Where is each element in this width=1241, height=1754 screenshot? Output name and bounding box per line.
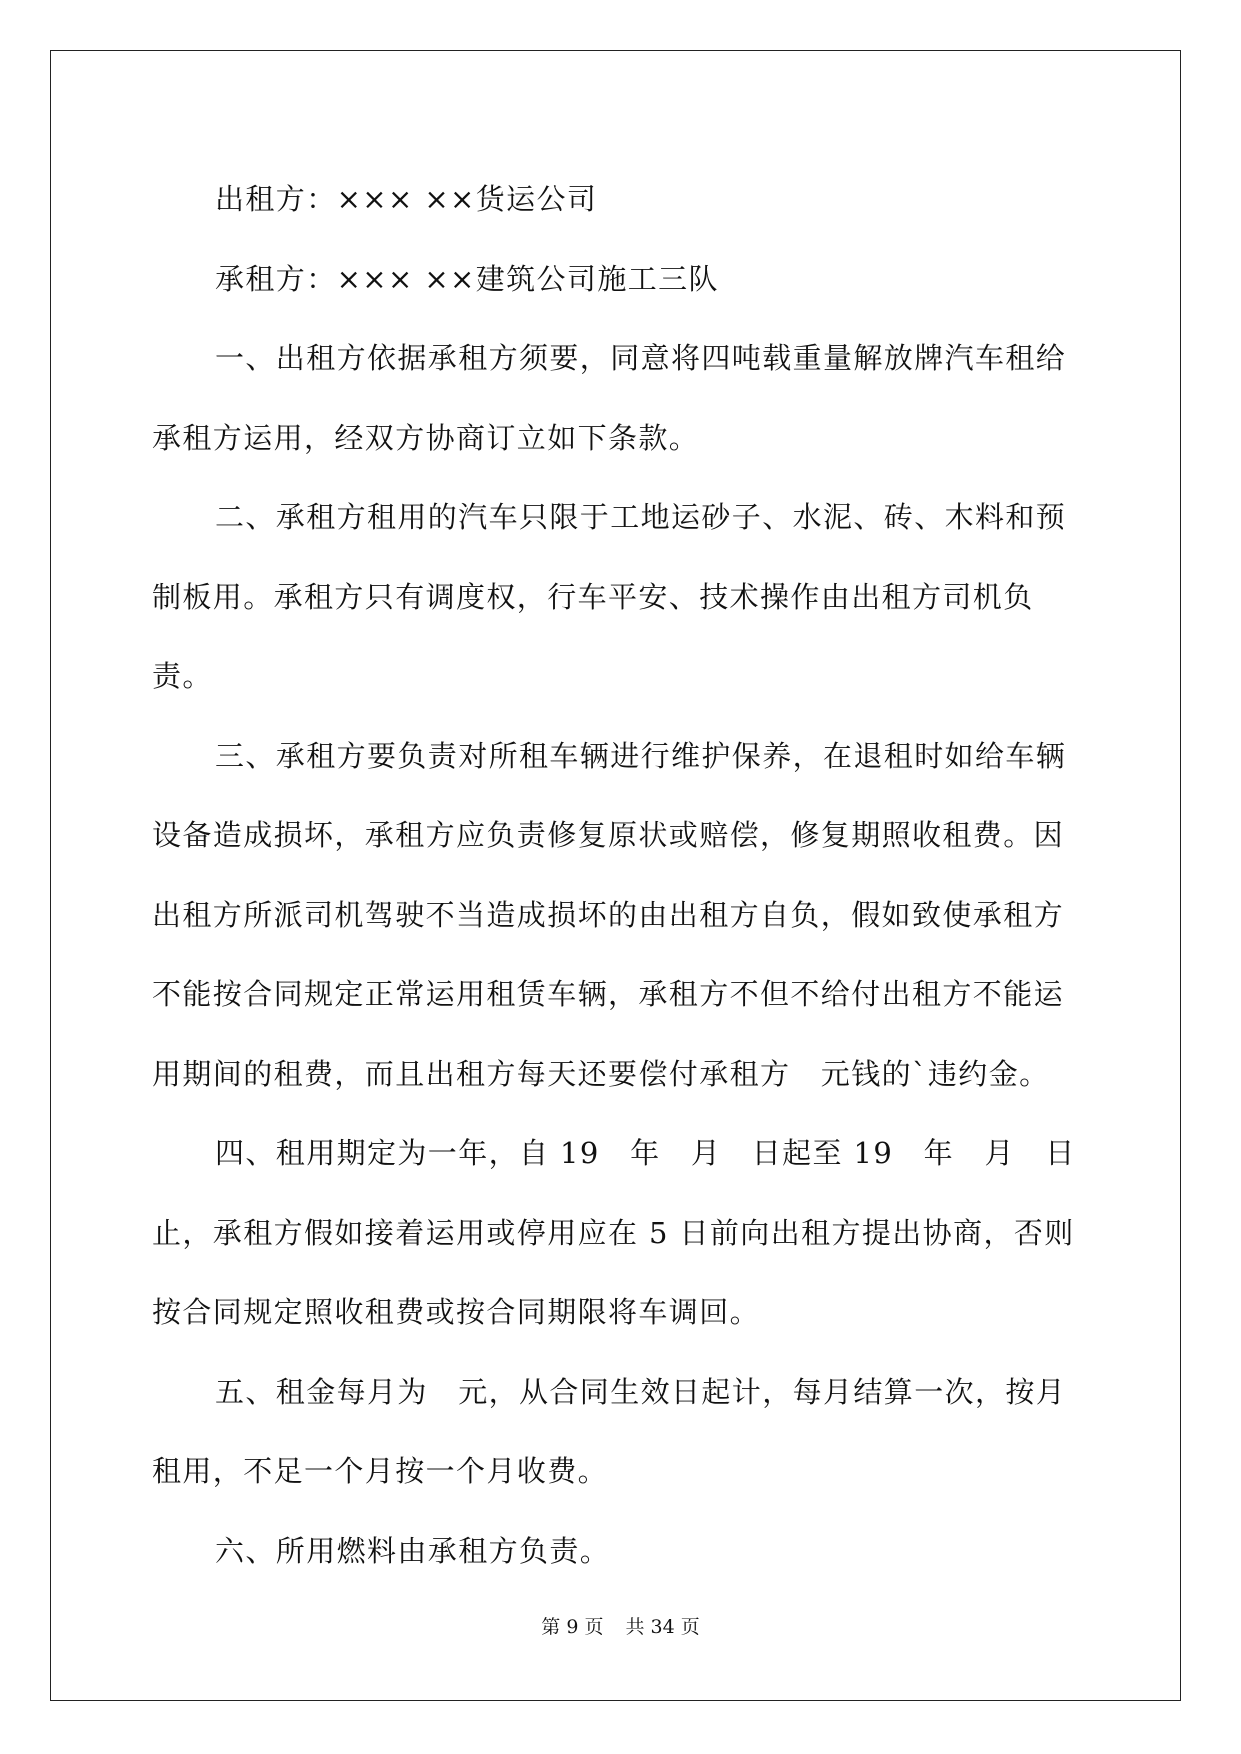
paragraph-lessor: 出租方：××× ××货运公司 [215, 182, 598, 216]
paragraph-clause-4: 四、租用期定为一年，自 19 年 月 日起至 19 年 月 日止，承租方假如接着运用或停用应在 5 日前向出租方提出协商，否则按合同规定照收租费或按合同期限将车调回。 [152, 1136, 1076, 1329]
page-number-total: 共 34 页 [625, 1616, 700, 1638]
paragraph-clause-6: 六、所用燃料由承租方负责。 [215, 1533, 611, 1568]
paragraph-clause-2: 二、承租方租用的汽车只限于工地运砂子、水泥、砖、木料和预制板用。承租方只有调度权，行车平安、技术操作由出租方司机负责。 [152, 500, 1067, 693]
paragraph-clause-1: 一、出租方依据承租方须要，同意将四吨载重量解放牌汽车租给承租方运用，经双方协商订立如下条款。 [152, 341, 1067, 455]
page-footer [0, 1612, 1241, 1639]
document-body [152, 160, 1088, 1591]
page-number-current: 第 9 页 [541, 1616, 604, 1638]
paragraph-clause-5: 五、租金每月为 元，从合同生效日起计，每月结算一次，按月租用，不足一个月按一个月收费。 [152, 1374, 1067, 1488]
paragraph-clause-3: 三、承租方要负责对所租车辆进行维护保养，在退租时如给车辆设备造成损坏，承租方应负责修复原状或赔偿，修复期照收租费。因出租方所派司机驾驶不当造成损坏的由出租方自负，假如致使承租方不能按合同规定正常运用租赁车辆，承租方不但不给付出租方不能运用期间的租费，而且出租方每天还要偿付承租方 元钱的`违约金。 [152, 738, 1067, 1091]
paragraph-lessee: 承租方：××× ××建筑公司施工三队 [215, 261, 719, 296]
